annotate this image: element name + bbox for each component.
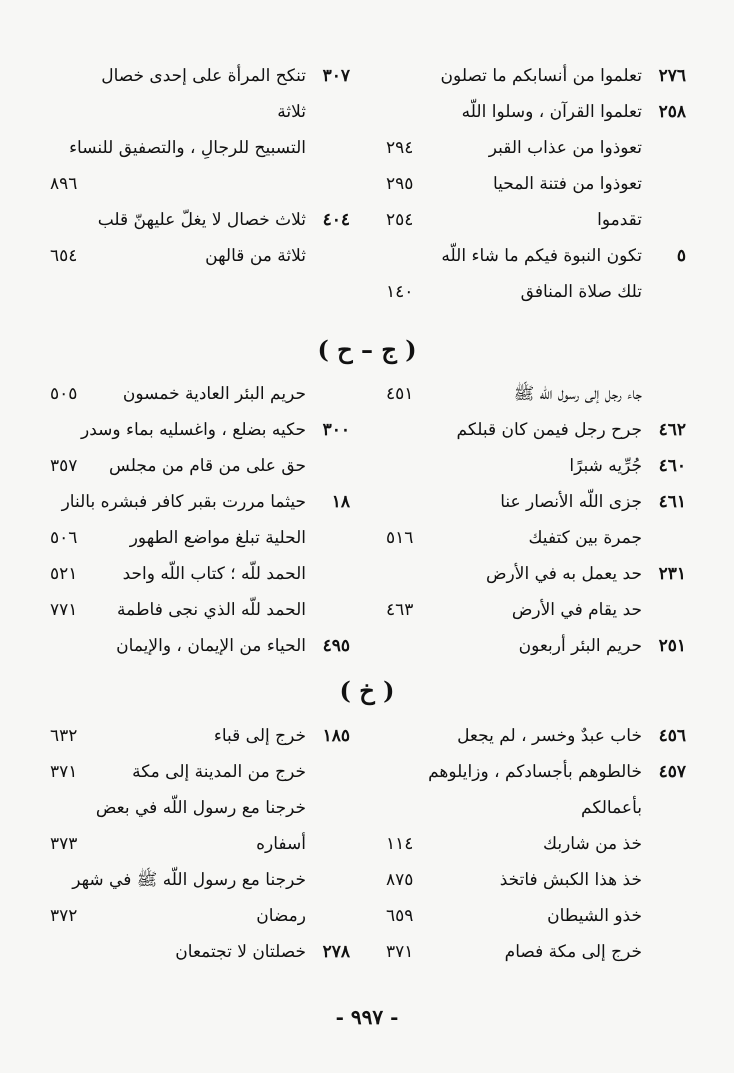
index-entry [386, 484, 686, 520]
entry-number: ٣٠٠ [322, 420, 350, 440]
entry-number: ٢٥٨ [658, 102, 686, 122]
entry-reference: ٦٥٤ [50, 246, 78, 266]
entry-text: خذ هذا الكبش فاتخذ [499, 870, 642, 890]
entry-reference: ٤٦٣ [386, 600, 414, 620]
entry-text: تعوذوا من فتنة المحيا [493, 174, 642, 194]
entry-text: تقدموا [597, 210, 642, 230]
section-heading-jim-ha: ( ج – ح ) [317, 335, 417, 364]
entry-number: ١٨٥ [322, 726, 350, 746]
entry-text: حق على من قام من مجلس [109, 456, 306, 476]
index-entry [50, 592, 350, 628]
entry-text: جزى اللّه الأنصار عنا [500, 492, 642, 512]
index-entry [50, 58, 350, 94]
entry-text: جُرِّيه شبرًا [569, 456, 642, 476]
index-entry [386, 238, 686, 274]
entry-text: خذ من شاربك [543, 834, 642, 854]
column-bottom-right [386, 718, 686, 970]
entry-number: ٤٥٧ [658, 762, 686, 782]
entry-text: حيثما مررت بقبر كافر فبشره بالنار [61, 492, 306, 512]
entry-text: الحمد للّه ؛ كتاب اللّه واحد [122, 564, 306, 584]
index-entry [50, 448, 350, 484]
index-entry [50, 898, 350, 934]
entry-text: تلك صلاة المنافق [520, 282, 642, 302]
index-entry [50, 166, 350, 202]
entry-reference: ٨٩٦ [50, 174, 78, 194]
index-entry [386, 862, 686, 898]
index-entry [50, 238, 350, 274]
entry-text: ثلاثة من قالهن [205, 246, 306, 266]
entry-text: حد يقام في الأرض [511, 600, 642, 620]
index-entry [50, 790, 350, 826]
index-entry [50, 202, 350, 238]
index-entry [386, 790, 686, 826]
index-entry [386, 412, 686, 448]
entry-text: تعلموا القرآن ، وسلوا اللّه [461, 102, 642, 122]
index-entry [386, 376, 686, 412]
index-entry [386, 628, 686, 664]
entry-text: التسبيح للرجالِ ، والتصفيق للنساء [69, 138, 306, 158]
entry-text: حد يعمل به في الأرض [485, 564, 642, 584]
index-entry [50, 628, 350, 664]
entry-number: ٤٦٠ [658, 456, 686, 476]
entry-text: تعوذوا من عذاب القبر [488, 138, 642, 158]
entry-reference: ٢٩٤ [386, 138, 414, 158]
entry-text: خرج إلى قباء [213, 726, 306, 746]
index-entry [50, 718, 350, 754]
entry-text: رمضان [256, 906, 306, 926]
entry-text: حريم البئر العادية خمسون [122, 384, 306, 404]
index-entry [50, 94, 350, 130]
index-entry [386, 754, 686, 790]
entry-text: خرج إلى مكة فصام [504, 942, 642, 962]
entry-number: ٢٧٨ [322, 942, 350, 962]
entry-reference: ٥٢١ [50, 564, 78, 584]
index-entry [50, 376, 350, 412]
entry-number: ٢٥١ [658, 636, 686, 656]
entry-text: خرجنا مع رسول اللّه ﷺ في شهر [72, 870, 306, 890]
entry-reference: ٥٠٦ [50, 528, 78, 548]
entry-number: ٢٣١ [658, 564, 686, 584]
entry-number: ٤٠٤ [322, 210, 350, 230]
index-entry [386, 520, 686, 556]
entry-text: جرح رجل فيمن كان قبلكم [456, 420, 642, 440]
entry-number: ٢٧٦ [658, 66, 686, 86]
entry-reference: ٣٥٧ [50, 456, 78, 476]
index-entry [50, 556, 350, 592]
index-entry [50, 826, 350, 862]
page-number: - ٩٩٧ - [335, 1005, 399, 1029]
column-mid-right [386, 376, 686, 664]
entry-reference: ٥١٦ [386, 528, 414, 548]
entry-reference: ٣٧١ [386, 942, 414, 962]
entry-text: ثلاثة [277, 102, 306, 122]
entry-number: ٣٠٧ [322, 66, 350, 86]
entry-number: ١٨ [331, 492, 350, 512]
entry-text: خالطوهم بأجسادكم ، وزايلوهم [428, 762, 642, 782]
index-entry [386, 274, 686, 310]
index-entry [386, 166, 686, 202]
index-entry [50, 934, 350, 970]
entry-text: خاب عبدٌ وخسر ، لم يجعل [457, 726, 642, 746]
section-heading-kha: ( خ ) [339, 676, 395, 705]
entry-text: ثلاث خصال لا يغلّ عليهنّ قلب [97, 210, 306, 230]
entry-reference: ١١٤ [386, 834, 414, 854]
entry-reference: ٣٧١ [50, 762, 78, 782]
entry-reference: ٦٣٢ [50, 726, 78, 746]
entry-text: حريم البئر أربعون [518, 636, 642, 656]
index-entry [386, 58, 686, 94]
entry-text: تكون النبوة فيكم ما شاء اللّه [441, 246, 642, 266]
index-entry [386, 592, 686, 628]
entry-text: خرجنا مع رسول اللّه في بعض [95, 798, 306, 818]
entry-number: ٤٩٥ [322, 636, 350, 656]
index-entry [386, 934, 686, 970]
index-entry [386, 556, 686, 592]
entry-reference: ١٤٠ [386, 282, 414, 302]
index-entry [386, 202, 686, 238]
index-entry [386, 94, 686, 130]
index-entry [50, 412, 350, 448]
entry-text: الحلية تبلغ مواضع الطهور [129, 528, 306, 548]
column-top-right [386, 58, 686, 310]
entry-reference: ٧٧١ [50, 600, 78, 620]
column-mid-left [50, 376, 350, 664]
entry-text: جمرة بين كتفيك [528, 528, 642, 548]
index-entry [386, 898, 686, 934]
entry-text: جاء رجل إلى رسول اللّه ﷺ [513, 384, 642, 404]
entry-reference: ٢٥٤ [386, 210, 414, 230]
entry-reference: ٦٥٩ [386, 906, 414, 926]
index-entry [50, 484, 350, 520]
index-entry [50, 862, 350, 898]
entry-text: حكيه بضلع ، واغسليه بماء وسدر [81, 420, 306, 440]
entry-text: تعلموا من أنسابكم ما تصلون [440, 66, 642, 86]
entry-text: الحمد للّه الذي نجى فاطمة [117, 600, 306, 620]
entry-number: ٤٦٢ [658, 420, 686, 440]
index-entry [386, 130, 686, 166]
column-bottom-left [50, 718, 350, 970]
entry-reference: ٥٠٥ [50, 384, 78, 404]
entry-text: خذو الشيطان [547, 906, 642, 926]
index-entry [386, 718, 686, 754]
index-entry [50, 520, 350, 556]
index-entry [386, 448, 686, 484]
entry-reference: ٤٥١ [386, 384, 414, 404]
entry-reference: ٢٩٥ [386, 174, 414, 194]
entry-text: خصلتان لا تجتمعان [175, 942, 306, 962]
entry-text: بأعمالكم [581, 798, 642, 818]
entry-text: الحياء من الإيمان ، والإيمان [116, 636, 306, 656]
column-top-left [50, 58, 350, 274]
entry-number: ٤٥٦ [658, 726, 686, 746]
entry-text: تنكح المرأة على إحدى خصال [101, 66, 306, 86]
entry-text: خرج من المدينة إلى مكة [132, 762, 306, 782]
entry-number: ٥ [676, 246, 686, 266]
entry-reference: ٣٧٣ [50, 834, 78, 854]
index-entry [386, 826, 686, 862]
entry-reference: ٣٧٢ [50, 906, 78, 926]
entry-text: أسفاره [256, 834, 306, 854]
index-entry [50, 130, 350, 166]
entry-number: ٤٦١ [658, 492, 686, 512]
entry-reference: ٨٧٥ [386, 870, 414, 890]
index-entry [50, 754, 350, 790]
